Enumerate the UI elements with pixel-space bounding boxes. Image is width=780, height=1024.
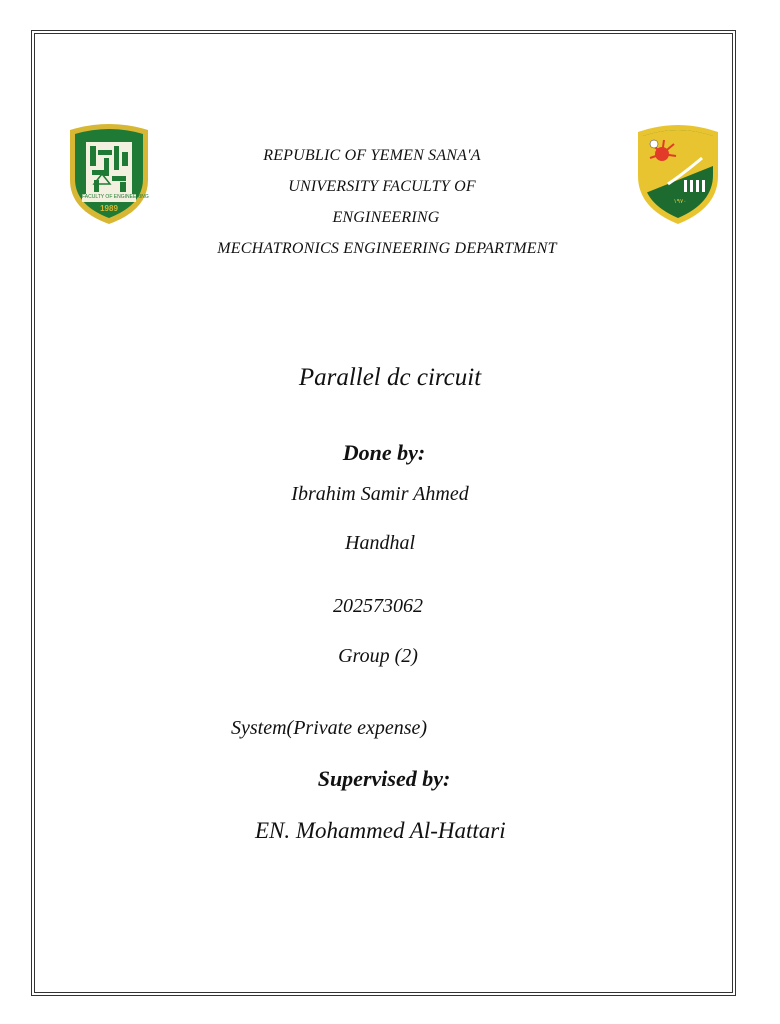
supervisor-name: EN. Mohammed Al-Hattari	[255, 818, 506, 843]
author-name-line1: Ibrahim Samir Ahmed	[291, 483, 469, 505]
student-id: 202573062	[333, 595, 423, 617]
group-number: Group (2)	[338, 645, 418, 667]
header-university-line: UNIVERSITY FACULTY OF	[288, 178, 476, 195]
supervised-by-label: Supervised by:	[317, 766, 451, 791]
header-country-line: REPUBLIC OF YEMEN SANA'A	[263, 147, 481, 164]
crest-year: ١٩٧٠	[673, 198, 687, 205]
crest-band-text: FACULTY OF ENGINEERING	[82, 194, 149, 200]
system-type: System(Private expense)	[231, 717, 428, 739]
document-title: Parallel dc circuit	[298, 364, 482, 391]
crest-year: 1989	[100, 204, 118, 213]
done-by-label: Done by:	[342, 440, 426, 465]
header-department-line: MECHATRONICS ENGINEERING DEPARTMENT	[217, 240, 557, 257]
header-faculty-line: ENGINEERING	[332, 209, 440, 226]
author-name-line2: Handhal	[345, 532, 415, 554]
